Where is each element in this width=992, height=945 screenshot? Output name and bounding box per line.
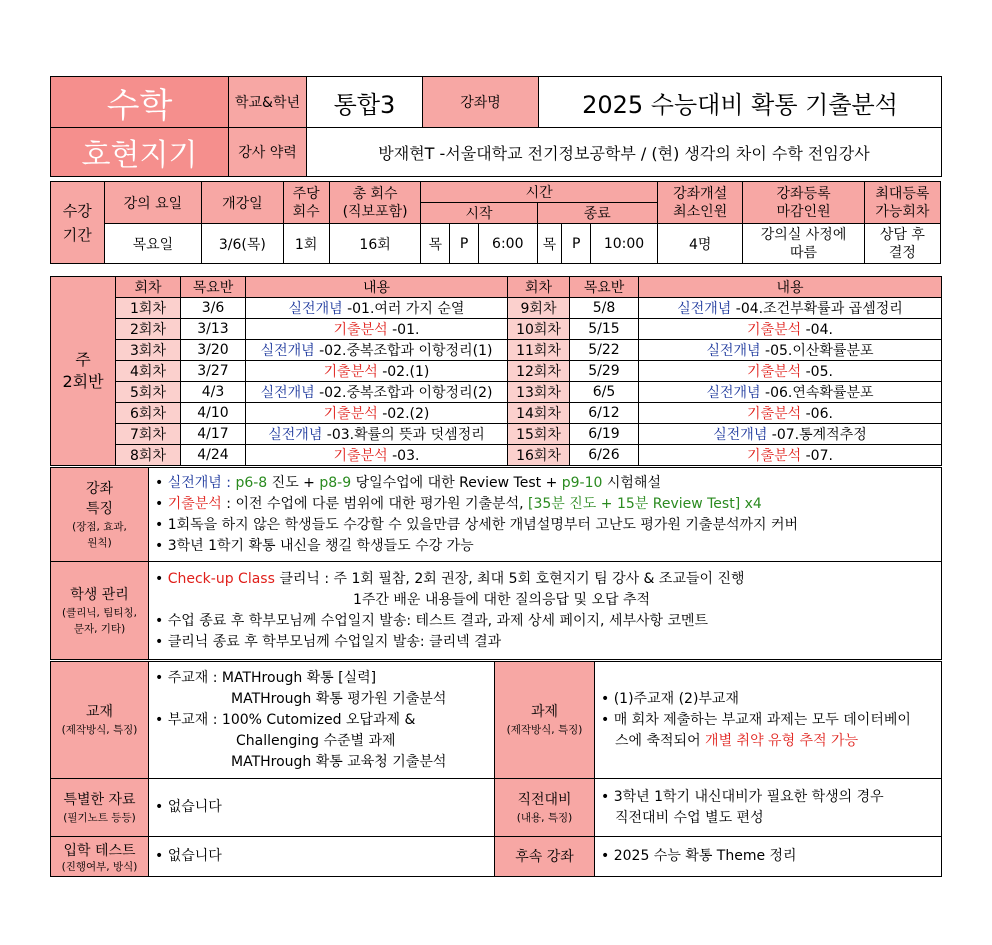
management-text-2: 1주간 배운 내용들에 대한 질의응답 및 오답 추적 bbox=[353, 591, 651, 608]
deadline-value: 강의실 사정에 따름 bbox=[743, 224, 864, 264]
management-text-3: 수업 종료 후 학부모님께 수업일지 발송: 테스트 결과, 과제 상세 페이지, 세부사항 코멘트 bbox=[167, 612, 709, 629]
session-no: 12회차 bbox=[508, 361, 570, 382]
session-no: 13회차 bbox=[508, 382, 570, 403]
entry-content: • 없습니다 bbox=[149, 837, 495, 877]
management-label-sub: (클리닉, 팀티칭, 문자, 기타) bbox=[62, 606, 137, 635]
features-table bbox=[50, 467, 942, 660]
session-tag: 기출분석 bbox=[323, 364, 378, 380]
session-tag: 기출분석 bbox=[333, 322, 388, 338]
session-topic: -06. bbox=[801, 406, 833, 422]
special-label-text: 특별한 자료 bbox=[63, 791, 136, 808]
session-tag: 기출분석 bbox=[747, 406, 802, 422]
entry-label-sub: (진행여부, 방식) bbox=[61, 860, 138, 873]
session-no: 3회차 bbox=[116, 340, 181, 361]
checkup-class: Check-up Class bbox=[167, 570, 275, 587]
session-date: 4/17 bbox=[181, 424, 246, 445]
materials-table bbox=[50, 661, 942, 877]
textbook-line-5 bbox=[155, 752, 494, 773]
col-day-right: 목요반 bbox=[570, 277, 639, 298]
session-no: 7회차 bbox=[116, 424, 181, 445]
session-date: 5/22 bbox=[570, 340, 639, 361]
textbook-line-3: • 부교재 : 100% Cutomized 오답과제 & bbox=[155, 711, 416, 728]
start-header: 개강일 bbox=[202, 182, 283, 224]
session-no: 10회차 bbox=[508, 319, 570, 340]
prep-line-1: • 3학년 1학기 내신대비가 필요한 학생의 경우 bbox=[601, 788, 884, 805]
homework-line-3 bbox=[601, 731, 941, 752]
session-content bbox=[639, 319, 942, 340]
features-content bbox=[149, 468, 942, 562]
session-topic: -01.여러 가지 순열 bbox=[342, 301, 465, 317]
table-row bbox=[51, 298, 942, 319]
session-tag: 실전개념 bbox=[260, 343, 315, 359]
session-topic: -04. bbox=[801, 322, 833, 338]
features-text-2: 당일수업에 대한 Review Test + bbox=[351, 474, 562, 491]
session-no: 14회차 bbox=[508, 403, 570, 424]
session-no: 5회차 bbox=[116, 382, 181, 403]
session-topic: -03.확률의 뜻과 덧셈정리 bbox=[322, 427, 485, 443]
management-label bbox=[51, 562, 149, 660]
session-tag: 기출분석 bbox=[333, 448, 388, 464]
session-topic: -06.연속확률분포 bbox=[760, 385, 874, 401]
features-range-2: p8-9 bbox=[319, 474, 352, 491]
session-no: 8회차 bbox=[116, 445, 181, 466]
start-value: 3/6(목) bbox=[202, 224, 283, 264]
prep-label-text: 직전대비 bbox=[517, 791, 572, 808]
session-topic: -02.중복조합과 이항정리(2) bbox=[314, 385, 493, 401]
session-no: 6회차 bbox=[116, 403, 181, 424]
col-session-left: 회차 bbox=[116, 277, 181, 298]
textbook-label-text: 교재 bbox=[85, 704, 114, 720]
max-value: 상담 후 결정 bbox=[864, 224, 940, 264]
start-day-value: 목 bbox=[421, 224, 450, 264]
start-time-value: 6:00 bbox=[478, 224, 537, 264]
table-row bbox=[51, 319, 942, 340]
features-label bbox=[51, 468, 149, 562]
session-content bbox=[639, 424, 942, 445]
management-label-text: 학생 관리 bbox=[70, 586, 129, 603]
special-label bbox=[51, 779, 149, 837]
course-name-label: 강좌명 bbox=[423, 77, 539, 128]
col-session-right: 회차 bbox=[508, 277, 570, 298]
subject-title: 수학 bbox=[51, 77, 229, 128]
start-ampm-value: P bbox=[450, 224, 479, 264]
session-tag: 실전개념 bbox=[260, 385, 315, 401]
homework-label bbox=[495, 662, 595, 779]
homework-line-1: • (1)주교재 (2)부교재 bbox=[601, 690, 739, 707]
session-no: 15회차 bbox=[508, 424, 570, 445]
homework-line-2: • 매 회차 제출하는 부교재 과제는 모두 데이터베이 bbox=[601, 711, 911, 728]
prep-text-2: 직전대비 수업 별도 편성 bbox=[615, 809, 764, 826]
textbook-main-2: MATHrough 확통 평가원 기출분석 bbox=[231, 690, 447, 707]
features-text-1: 진도 + bbox=[267, 474, 320, 491]
entry-label bbox=[51, 837, 149, 877]
session-tag: 실전개념 bbox=[706, 343, 761, 359]
textbook-content bbox=[149, 662, 495, 779]
session-no: 9회차 bbox=[508, 298, 570, 319]
min-value: 4명 bbox=[657, 224, 742, 264]
management-line-3: • 클리닉 종료 후 학부모님께 수업일지 발송: 클리넥 결과 bbox=[155, 633, 502, 650]
features-line-4: • 3학년 1학기 확통 내신을 챙길 학생들도 수강 가능 bbox=[155, 537, 474, 554]
textbook-label-sub: (제작방식, 특징) bbox=[61, 724, 138, 736]
course-name-value: 2025 수능대비 확통 기출분석 bbox=[539, 77, 942, 128]
session-topic: -04.조건부확률과 곱셈정리 bbox=[731, 301, 903, 317]
header-table bbox=[50, 76, 942, 177]
session-date: 3/6 bbox=[181, 298, 246, 319]
features-label-sub: (장점, 효과, 원칙) bbox=[72, 520, 127, 549]
entry-value: 없습니다 bbox=[167, 848, 222, 864]
tag-analysis: 기출분석 bbox=[167, 495, 222, 512]
school-grade-value: 통합3 bbox=[307, 77, 423, 128]
homework-text-1: (1)주교재 (2)부교재 bbox=[613, 690, 739, 707]
session-date: 3/20 bbox=[181, 340, 246, 361]
management-text-1: 클리닉 : 주 1회 필참, 2회 권장, 최대 5회 호현지기 팀 강사 & 조교들이 진행 bbox=[274, 570, 745, 587]
followup-content: • 2025 수능 확통 Theme 정리 bbox=[595, 837, 942, 877]
session-tag: 실전개념 bbox=[677, 301, 732, 317]
features-text-6: 3학년 1학기 확통 내신을 챙길 학생들도 수강 가능 bbox=[167, 537, 474, 554]
session-no: 16회차 bbox=[508, 445, 570, 466]
session-tag: 실전개념 bbox=[713, 427, 768, 443]
features-sep: : bbox=[221, 474, 236, 491]
session-topic: -03. bbox=[387, 448, 420, 464]
session-content bbox=[246, 319, 508, 340]
session-topic: -02.중복조합과 이항정리(1) bbox=[314, 343, 493, 359]
session-no: 1회차 bbox=[116, 298, 181, 319]
min-header: 강좌개설 최소인원 bbox=[657, 182, 742, 224]
time-header: 시간 bbox=[421, 182, 658, 203]
period-label: 수강 기간 bbox=[51, 182, 105, 264]
table-row bbox=[51, 445, 942, 466]
features-line-2: • 기출분석 : 이전 수업에 다룬 범위에 대한 평가원 기출분석, [35분 진도 + 15분 Review Test] x4 bbox=[155, 495, 762, 512]
end-time-value: 10:00 bbox=[591, 224, 658, 264]
col-content-left: 내용 bbox=[246, 277, 508, 298]
time-start-header: 시작 bbox=[421, 203, 537, 224]
table-row bbox=[51, 361, 942, 382]
session-content bbox=[639, 298, 942, 319]
session-content bbox=[639, 445, 942, 466]
session-date: 6/12 bbox=[570, 403, 639, 424]
col-day-left: 목요반 bbox=[181, 277, 246, 298]
instructor-name: 호현지기 bbox=[51, 128, 229, 177]
session-tag: 실전개념 bbox=[268, 427, 323, 443]
session-content bbox=[246, 361, 508, 382]
session-content bbox=[246, 445, 508, 466]
management-line-2: • 수업 종료 후 학부모님께 수업일지 발송: 테스트 결과, 과제 상세 페이지, 세부사항 코멘트 bbox=[155, 612, 709, 629]
management-text-4: 클리닉 종료 후 학부모님께 수업일지 발송: 클리넥 결과 bbox=[167, 633, 502, 650]
features-label-text: 강좌 특징 bbox=[85, 480, 114, 517]
session-topic: -07.통계적추정 bbox=[767, 427, 867, 443]
max-header: 최대등록 가능회차 bbox=[864, 182, 940, 224]
textbook-sub: 부교재 : 100% Cutomized 오답과제 & bbox=[167, 711, 416, 728]
session-date: 3/13 bbox=[181, 319, 246, 340]
prep-line-2 bbox=[601, 808, 941, 829]
session-date: 5/29 bbox=[570, 361, 639, 382]
textbook-line-2 bbox=[155, 689, 494, 710]
session-topic: -05.이산확률분포 bbox=[760, 343, 874, 359]
session-tag: 실전개념 bbox=[288, 301, 343, 317]
session-content bbox=[639, 361, 942, 382]
features-format: [35분 진도 + 15분 Review Test] x4 bbox=[528, 495, 762, 512]
features-line-1: • 실전개념 : p6-8 진도 + p8-9 당일수업에 대한 Review Test + p9-10 시험해설 bbox=[155, 474, 661, 491]
management-line-1: • Check-up Class 클리닉 : 주 1회 필참, 2회 권장, 최대 5회 호현지기 팀 강사 & 조교들이 진행 bbox=[155, 570, 745, 587]
session-topic: -05. bbox=[801, 364, 833, 380]
features-text-5: 1회독을 하지 않은 학생들도 수강할 수 있을만큼 상세한 개념설명부터 고난도 평가원 기출분석까지 커버 bbox=[167, 516, 799, 533]
session-topic: -01. bbox=[387, 322, 420, 338]
entry-label-text: 입학 테스트 bbox=[63, 842, 136, 859]
profile-label: 강사 약력 bbox=[229, 128, 307, 177]
end-day-value: 목 bbox=[537, 224, 562, 264]
features-text-3: 시험해설 bbox=[602, 474, 661, 491]
textbook-sub-3: MATHrough 확통 교육청 기출분석 bbox=[231, 753, 447, 770]
session-tag: 기출분석 bbox=[747, 364, 802, 380]
weekly-side-label: 주 2회반 bbox=[51, 277, 116, 466]
table-row bbox=[51, 382, 942, 403]
tag-concept: 실전개념 bbox=[167, 474, 222, 491]
session-tag: 기출분석 bbox=[747, 322, 802, 338]
session-no: 4회차 bbox=[116, 361, 181, 382]
homework-label-sub: (제작방식, 특징) bbox=[506, 724, 583, 736]
textbook-sub-2: Challenging 수준별 과제 bbox=[236, 732, 396, 749]
weekly-count-header: 주당 회수 bbox=[283, 182, 329, 224]
textbook-line-4 bbox=[155, 731, 494, 752]
table-row bbox=[51, 403, 942, 424]
homework-content bbox=[595, 662, 942, 779]
features-line-3: • 1회독을 하지 않은 학생들도 수강할 수 있을만큼 상세한 개념설명부터 고난도 평가원 기출분석까지 커버 bbox=[155, 516, 799, 533]
session-content bbox=[246, 382, 508, 403]
session-topic: -07. bbox=[801, 448, 833, 464]
session-date: 4/3 bbox=[181, 382, 246, 403]
homework-text-3: 스에 축적되어 bbox=[615, 732, 706, 749]
features-range-1: p6-8 bbox=[235, 474, 268, 491]
session-content bbox=[639, 340, 942, 361]
session-content bbox=[639, 382, 942, 403]
session-tag: 기출분석 bbox=[323, 406, 378, 422]
profile-value: 방재현T -서울대학교 전기정보공학부 / (현) 생각의 차이 수학 전임강사 bbox=[307, 128, 942, 177]
homework-text-2: 매 회차 제출하는 부교재 과제는 모두 데이터베이 bbox=[613, 711, 911, 728]
session-date: 5/15 bbox=[570, 319, 639, 340]
session-date: 5/8 bbox=[570, 298, 639, 319]
prep-label bbox=[495, 779, 595, 837]
special-value: 없습니다 bbox=[167, 799, 222, 815]
session-date: 6/5 bbox=[570, 382, 639, 403]
session-date: 3/27 bbox=[181, 361, 246, 382]
prep-content bbox=[595, 779, 942, 837]
prep-text-1: 3학년 1학기 내신대비가 필요한 학생의 경우 bbox=[613, 788, 884, 805]
session-date: 6/19 bbox=[570, 424, 639, 445]
session-date: 4/24 bbox=[181, 445, 246, 466]
table-row bbox=[51, 340, 942, 361]
session-content bbox=[246, 424, 508, 445]
session-no: 2회차 bbox=[116, 319, 181, 340]
total-count-value: 16회 bbox=[329, 224, 421, 264]
session-content bbox=[639, 403, 942, 424]
session-content bbox=[246, 298, 508, 319]
weekly-count-value: 1회 bbox=[283, 224, 329, 264]
followup-value: 2025 수능 확통 Theme 정리 bbox=[613, 848, 797, 864]
features-text-4: : 이전 수업에 다룬 범위에 대한 평가원 기출분석, bbox=[221, 495, 529, 512]
management-content bbox=[149, 562, 942, 660]
features-range-3: p9-10 bbox=[561, 474, 603, 491]
textbook-label bbox=[51, 662, 149, 779]
total-count-header: 총 회수 (직보포함) bbox=[329, 182, 421, 224]
textbook-line-1: • 주교재 : MATHrough 확통 [실력] bbox=[155, 669, 377, 686]
textbook-main: 주교재 : MATHrough 확통 [실력] bbox=[167, 669, 377, 686]
homework-highlight: 개별 취약 유형 추적 가능 bbox=[705, 732, 859, 749]
deadline-header: 강좌등록 마감인원 bbox=[743, 182, 864, 224]
school-grade-label: 학교&학년 bbox=[229, 77, 307, 128]
homework-label-text: 과제 bbox=[530, 704, 559, 720]
table-row bbox=[51, 424, 942, 445]
time-end-header: 종료 bbox=[537, 203, 657, 224]
session-no: 11회차 bbox=[508, 340, 570, 361]
management-line-1b bbox=[155, 590, 941, 611]
session-date: 4/10 bbox=[181, 403, 246, 424]
followup-label: 후속 강좌 bbox=[495, 837, 595, 877]
session-tag: 기출분석 bbox=[747, 448, 802, 464]
special-content: • 없습니다 bbox=[149, 779, 495, 837]
session-tag: 실전개념 bbox=[706, 385, 761, 401]
col-content-right: 내용 bbox=[639, 277, 942, 298]
weekly-plan-table bbox=[50, 276, 942, 466]
session-content bbox=[246, 340, 508, 361]
session-topic: -02.(1) bbox=[377, 364, 430, 380]
prep-label-sub: (내용, 특징) bbox=[516, 811, 573, 824]
schedule-table bbox=[50, 181, 941, 264]
day-value: 목요일 bbox=[104, 224, 202, 264]
session-content bbox=[246, 403, 508, 424]
day-header: 강의 요일 bbox=[104, 182, 202, 224]
session-date: 6/26 bbox=[570, 445, 639, 466]
end-ampm-value: P bbox=[562, 224, 591, 264]
special-label-sub: (필기노트 등등) bbox=[63, 811, 136, 824]
session-topic: -02.(2) bbox=[377, 406, 430, 422]
